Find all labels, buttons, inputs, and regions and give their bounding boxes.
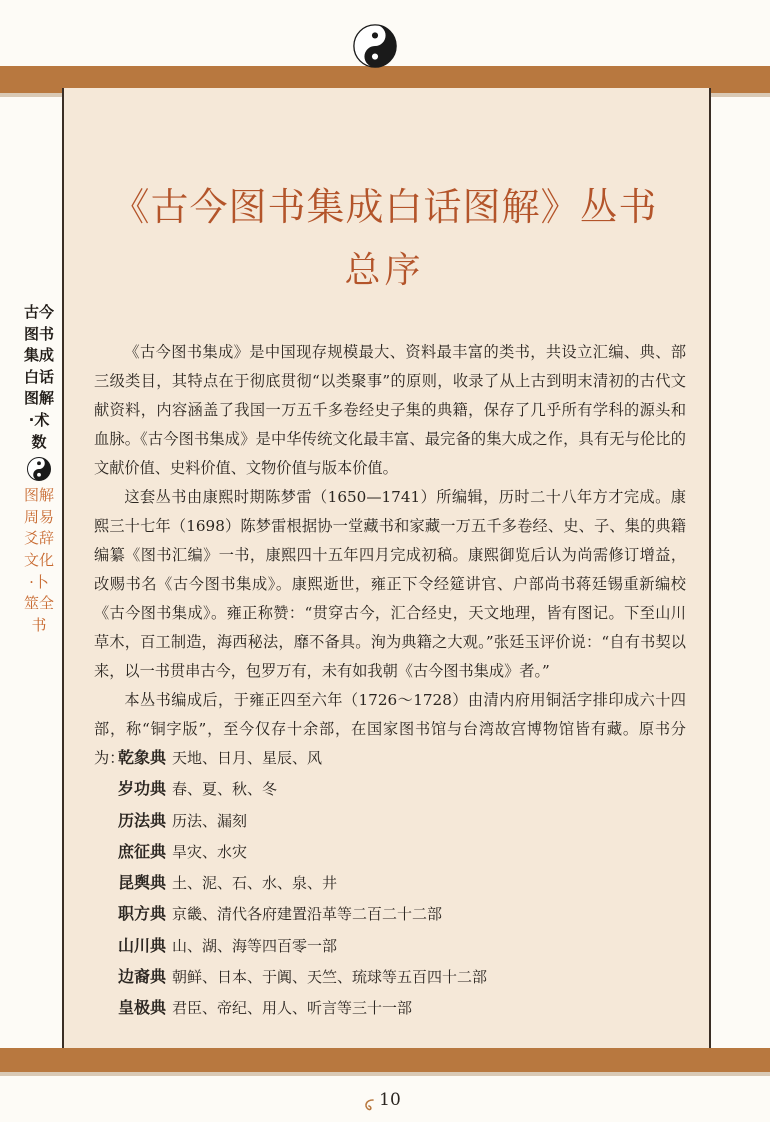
list-item: [118, 836, 678, 867]
classics-list: [118, 742, 678, 1024]
page-subtitle: 总序: [344, 250, 425, 291]
list-item: [118, 992, 678, 1023]
list-item: [118, 742, 678, 773]
bottom-band-shadow: [0, 1072, 770, 1076]
list-item: [118, 773, 678, 804]
classic-desc: 山、湖、海等四百零一部: [172, 936, 338, 955]
list-item: [118, 961, 678, 992]
classic-term: 岁功典: [118, 779, 167, 799]
classic-desc: 历法、漏刻: [172, 811, 248, 830]
page-title: 《古今图书集成白话图解》丛书: [111, 185, 658, 229]
paragraph: 这套丛书由康熙时期陈梦雷（1650—1741）所编辑，历时二十八年方才完成。康熙三十七年（1698）陈梦雷根据协一堂藏书和家藏一万五千多卷经、史、子、集的典籍编纂《图书汇编》一书，康熙四十五年四月完成初稿。康熙御览后认为尚需修订增益，改赐书名《古今图书集成》。康熙逝世，雍正下令经筵讲官、户部尚书蒋廷锡重新编校《古今图书集成》。雍正称赞：“贯穿古今，汇合经史，天文地理，皆有图记。下至山川草木，百工制造，海西秘法，靡不备具。洵为典籍之大观。”张廷玉评价说：“自有书契以来，以一书贯串古今，包罗万有，未有如我朝《古今图书集成》者。”: [94, 488, 686, 680]
classic-desc: 春、夏、秋、冬: [172, 780, 278, 799]
classic-term: 职方典: [118, 904, 167, 924]
bottom-band: [0, 1048, 770, 1072]
classic-term: 乾象典: [118, 748, 167, 767]
book-title: 图解周易爻辞文化·卜筮全书: [24, 486, 55, 634]
classic-term: 昆舆典: [118, 873, 167, 893]
classic-desc: 旱灾、水灾: [172, 842, 248, 861]
classic-desc: 朝鲜、日本、于阗、天竺、琉球等五百四十二部: [172, 968, 488, 987]
classic-term: 边裔典: [118, 967, 167, 987]
series-title: 古今图书集成白话图解·术数: [24, 303, 55, 451]
classic-desc: 土、泥、石、水、泉、井: [172, 874, 338, 893]
classic-term: 皇极典: [118, 998, 167, 1018]
list-item: [118, 898, 678, 929]
side-running-title: [24, 302, 54, 636]
classic-desc: 京畿、清代各府建置沿革等二百二十二部: [172, 905, 443, 924]
list-item: [118, 867, 678, 898]
classic-desc: 天地、日月、星辰、风: [172, 749, 323, 767]
taiji-icon: [353, 24, 397, 68]
classic-term: 历法典: [118, 810, 167, 830]
paragraph: 本丛书编成后，于雍正四至六年（1726～1728）由清内府用铜活字排印成六十四部，称“铜字版”，至今仅存十余部，在国家图书馆与台湾故宫博物馆皆有藏。原书分为：: [94, 691, 686, 767]
taiji-icon: [27, 457, 51, 481]
classic-desc: 君臣、帝纪、用人、听言等三十一部: [172, 999, 413, 1018]
list-item: [118, 930, 678, 961]
classic-term: 庶征典: [118, 841, 167, 861]
page-number: 10: [379, 1090, 401, 1110]
paragraph: 《古今图书集成》是中国现存规模最大、资料最丰富的类书，共设立汇编、典、部三级类目，其特点在于彻底贯彻“以类聚事”的原则，收录了从上古到明末清初的古代文献资料，内容涵盖了我国一万五千多卷经史子集的典籍，保存了几乎所有学科的源头和血脉。《古今图书集成》是中华传统文化最丰富、最完备的集大成之作，具有无与伦比的文献价值、史料价值、文物价值与版本价值。: [94, 343, 686, 477]
classic-term: 山川典: [118, 935, 167, 955]
preface-body: [94, 338, 686, 773]
list-item: [118, 805, 678, 836]
